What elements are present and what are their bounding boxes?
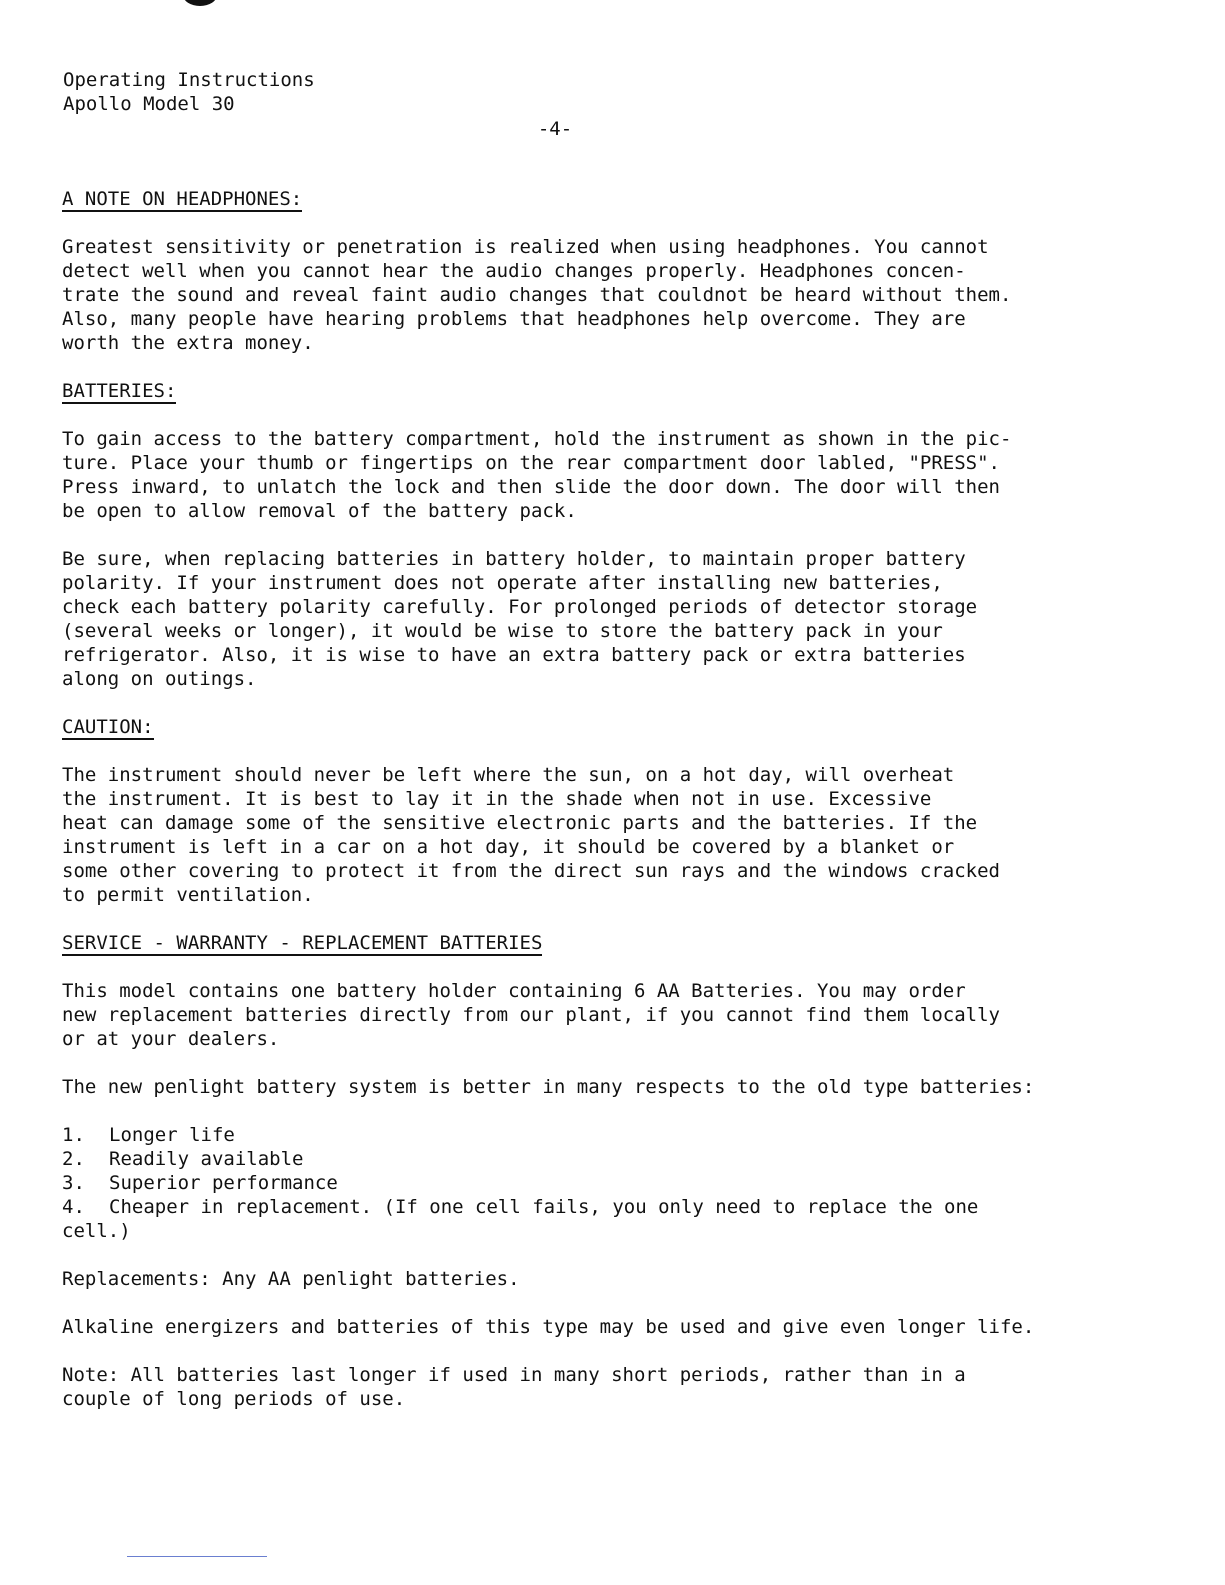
document-body [62,187,1182,1411]
section-heading-headphones: A NOTE ON HEADPHONES: [62,188,303,210]
list-item-continuation: cell.) [62,1220,131,1242]
paragraph-alkaline: Alkaline energizers and batteries of this type may be used and give even longer life. [62,1316,1035,1338]
section-heading-caution: CAUTION: [62,716,154,738]
document-header [63,68,315,116]
list-item [62,1147,1182,1171]
list-item-number: 1. [62,1124,85,1146]
page-number: -4- [537,118,573,140]
paragraph-caution: The instrument should never be left where the sun, on a hot day, will overheat the instrument. It is best to lay it in the shade when not in use. Excessive heat can damage some of the sensitive electronic parts and the batteries. If the instrument is left in a car on a hot day, it should be covered by a blanket or some other covering to protect it from the direct sun rays and the windows cracked to permit ventilation. [62,764,1000,906]
scan-artifact-line [127,1556,267,1557]
paragraph-headphones: Greatest sensitivity or penetration is realized when using headphones. You cannot detect well when you cannot hear the audio changes properly. Headphones concen- trate the sound and reveal faint audio changes that couldnot be heard without them. Also, many people have hearing problems that headphones help overcome. They are worth the extra money. [62,236,1012,354]
section-heading-service: SERVICE - WARRANTY - REPLACEMENT BATTERIES [62,932,543,954]
list-item-number: 3. [62,1172,85,1194]
list-item-text: Cheaper in replacement. (If one cell fails, you only need to replace the one [109,1196,979,1218]
list-item [62,1171,1182,1195]
advantages-list [62,1123,1182,1243]
section-heading-batteries: BATTERIES: [62,380,177,402]
list-item-text: Superior performance [109,1172,338,1194]
list-item-text: Readily available [109,1148,304,1170]
list-item [62,1195,1182,1243]
header-title: Operating Instructions [63,69,315,91]
paragraph-battery-polarity: Be sure, when replacing batteries in battery holder, to maintain proper battery polarity. If your instrument does not operate after installing new batteries, check each battery polarity carefully. For prolonged periods of detector storage (several weeks or longer), it would be wise to store the battery pack in your refrigerator. Also, it is wise to have an extra battery pack or extra batteries along on outings. [62,548,978,690]
header-model: Apollo Model 30 [63,93,235,115]
list-item-number: 4. [62,1196,85,1218]
list-item [62,1123,1182,1147]
list-item-number: 2. [62,1148,85,1170]
paragraph-battery-access: To gain access to the battery compartment, hold the instrument as shown in the pic- ture. Place your thumb or fingertips on the rear compartment door labled, "PRESS". Press inward, to unlatch the lock and then slide the door down. The door will then be open to allow removal of the battery pack. [62,428,1012,522]
paragraph-battery-holder: This model contains one battery holder containing 6 AA Batteries. You may order new replacement batteries directly from our plant, if you cannot find them locally or at your dealers. [62,980,1000,1050]
punch-hole-mark [183,0,217,6]
paragraph-note: Note: All batteries last longer if used in many short periods, rather than in a couple of long periods of use. [62,1364,966,1410]
paragraph-replacements: Replacements: Any AA penlight batteries. [62,1268,520,1290]
paragraph-penlight-system: The new penlight battery system is better in many respects to the old type batteries: [62,1076,1035,1098]
list-item-text: Longer life [109,1124,235,1146]
